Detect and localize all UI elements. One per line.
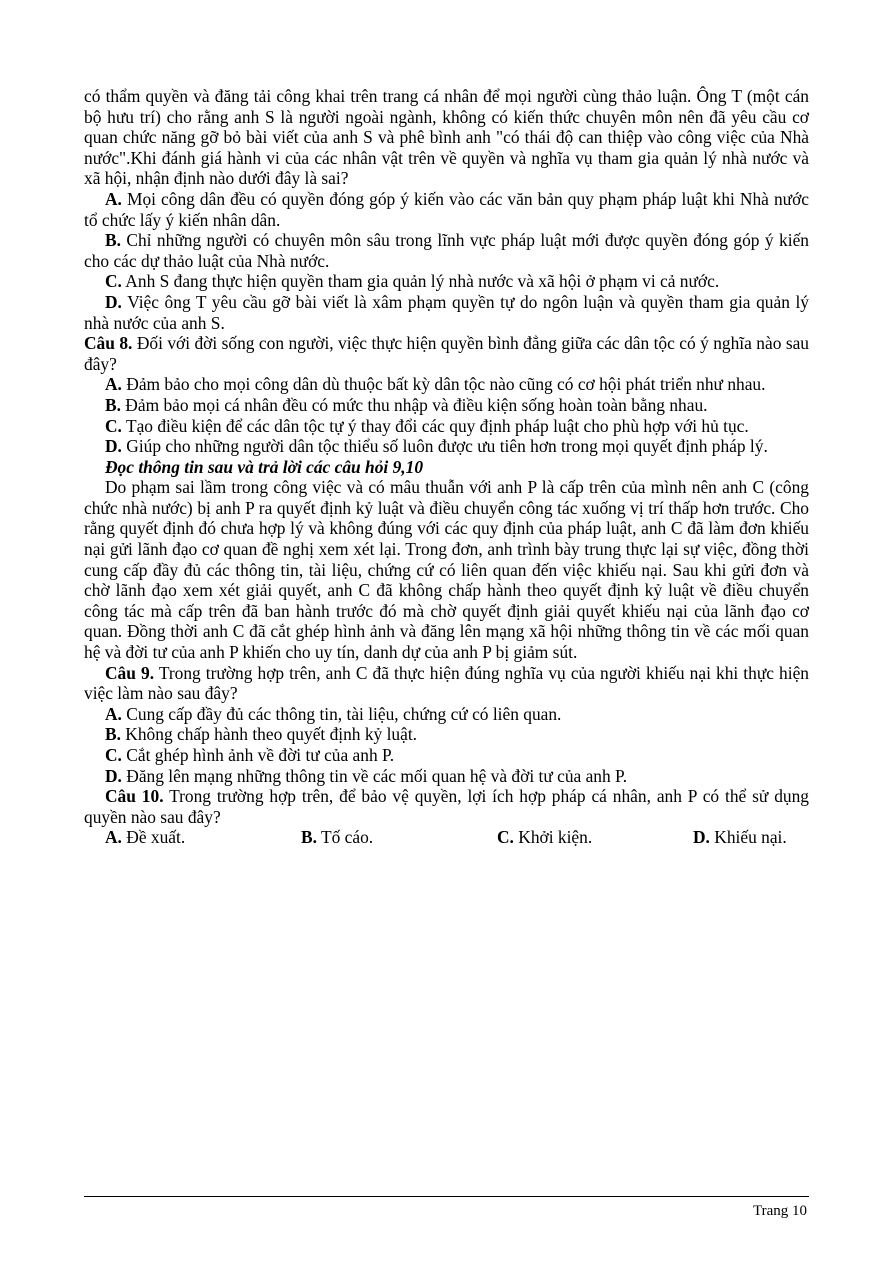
q8-option-b — [84, 395, 809, 416]
q9-option-d — [84, 766, 809, 787]
option-label: C. — [105, 415, 122, 436]
option-text: Chỉ những người có chuyên môn sâu trong lĩnh vực pháp luật mới được quyền đóng góp ý kiến cho các dự thảo luật của Nhà nước. — [84, 230, 809, 271]
option-label: C. — [497, 827, 514, 848]
question-text: Trong trường hợp trên, anh C đã thực hiện đúng nghĩa vụ của người khiếu nại khi thực hiện việc làm nào sau đây? — [84, 662, 809, 704]
q8-option-c — [84, 416, 809, 437]
q8-option-a — [84, 374, 809, 395]
option-label: D. — [105, 291, 122, 312]
option-label: C. — [105, 745, 122, 765]
document-body — [84, 86, 809, 848]
option-text: Tố cáo. — [316, 827, 374, 848]
reading-heading: Đọc thông tin sau và trả lời các câu hỏi 9,10 — [105, 456, 424, 477]
option-text: Cung cấp đầy đủ các thông tin, tài liệu, chứng cứ có liên quan. — [121, 703, 562, 724]
q10-option-c — [497, 827, 693, 848]
option-text: Tạo điều kiện để các dân tộc tự ý thay đổi các quy định pháp luật cho phù hợp với hủ tục. — [121, 415, 749, 436]
option-text: Đề xuất. — [121, 827, 186, 848]
q10-option-a — [105, 827, 301, 848]
option-label: D. — [693, 827, 710, 848]
reading-passage: Do phạm sai lầm trong công việc và có mâu thuẫn với anh P là cấp trên của mình nên anh C (công chức nhà nước) bị anh P ra quyết định kỷ luật và điều chuyển công tác xuống vị trí thấp hơn trước. Cho rằng quyết định đó chưa hợp lý và không đúng với các quy định của pháp luật, anh C đã làm đơn khiếu nại gửi lãnh đạo cơ quan đề nghị xem xét lại. Trong đơn, anh trình bày trung thực lại sự việc, đồng thời cung cấp đầy đủ các thông tin, tài liệu, chứng cứ có liên quan đến việc khiếu nại. Sau khi gửi đơn và chờ lãnh đạo xem xét giải quyết, anh C đã không chấp hành theo quyết định kỷ luật về điều chuyển công tác mà cấp trên đã ban hành trước đó mà chờ quyết định giải quyết khiếu nại của lãnh đạo cơ quan. Đồng thời anh C đã cắt ghép hình ảnh và đăng lên mạng xã hội những thông tin về các mối quan hệ và đời tư của anh P khiến cho uy tín, danh dự của anh P bị giảm sút. — [84, 477, 809, 663]
page-number: Trang 10 — [752, 1203, 807, 1219]
option-label: C. — [105, 271, 122, 292]
option-label: B. — [105, 394, 121, 415]
option-label: A. — [105, 703, 122, 724]
question-8 — [84, 333, 809, 374]
footer-divider — [84, 1196, 809, 1197]
option-label: B. — [301, 827, 317, 848]
question-text: Đối với đời sống con người, việc thực hiện quyền bình đẳng giữa các dân tộc có ý nghĩa nào sau đây? — [84, 333, 809, 374]
option-text: Mọi công dân đều có quyền đóng góp ý kiến vào các văn bản quy phạm pháp luật khi Nhà nước tổ chức lấy ý kiến nhân dân. — [84, 188, 809, 230]
question-label: Câu 8. — [84, 333, 133, 354]
option-text: Khởi kiện. — [513, 827, 593, 848]
intro-paragraph: có thẩm quyền và đăng tải công khai trên trang cá nhân để mọi người cùng thảo luận. Ông T (một cán bộ hưu trí) cho rằng anh S là người ngoài ngành, không có kiến thức chuyên môn nên đã yêu cầu cơ quan chức năng gỡ bỏ bài viết của anh S và phê bình anh "có thái độ can thiệp vào công việc của Nhà nước".Khi đánh giá hành vi của các nhân vật trên về quyền và nghĩa vụ tham gia quản lý nhà nước và xã hội, nhận định nào dưới đây là sai? — [84, 86, 809, 189]
option-text: Đảm bảo mọi cá nhân đều có mức thu nhập và điều kiện sống hoàn toàn bằng nhau. — [120, 394, 708, 415]
option-text: Giúp cho những người dân tộc thiểu số luôn được ưu tiên hơn trong mọi quyết định pháp lý. — [121, 436, 768, 457]
q10-option-b — [301, 827, 497, 848]
option-label: A. — [105, 188, 122, 209]
option-label: D. — [105, 436, 122, 457]
option-label: A. — [105, 374, 122, 395]
option-text: Đăng lên mạng những thông tin về các mối quan hệ và đời tư của anh P. — [121, 765, 628, 786]
option-text: Anh S đang thực hiện quyền tham gia quản lý nhà nước và xã hội ở phạm vi cả nước. — [121, 271, 720, 292]
q10-option-d — [693, 827, 809, 848]
question-9 — [84, 663, 809, 704]
q9-option-b — [84, 724, 809, 745]
option-text: Đảm bảo cho mọi công dân dù thuộc bất kỳ dân tộc nào cũng có cơ hội phát triển như nhau. — [121, 374, 766, 395]
option-label: D. — [105, 765, 122, 786]
intro-option-a — [84, 189, 809, 230]
question-label: Câu 9. — [105, 662, 155, 683]
option-text: Việc ông T yêu cầu gỡ bài viết là xâm phạm quyền tự do ngôn luận và quyền tham gia quản lý nhà nước của anh S. — [84, 291, 809, 333]
option-label: B. — [105, 724, 121, 745]
option-text: Khiếu nại. — [709, 827, 787, 848]
q9-option-c — [84, 745, 809, 766]
intro-option-b — [84, 230, 809, 271]
option-text: Cắt ghép hình ảnh về đời tư của anh P. — [121, 745, 395, 765]
option-text: Không chấp hành theo quyết định kỷ luật. — [120, 724, 418, 745]
question-10 — [84, 786, 809, 827]
option-label: B. — [105, 230, 121, 251]
q8-option-d — [84, 436, 809, 457]
question-label: Câu 10. — [105, 786, 164, 807]
intro-option-c — [84, 271, 809, 292]
question-text: Trong trường hợp trên, để bảo vệ quyền, lợi ích hợp pháp cá nhân, anh P có thể sử dụng quyền nào sau đây? — [84, 786, 809, 827]
q10-options-row — [84, 827, 809, 848]
q9-option-a — [84, 704, 809, 725]
option-label: A. — [105, 827, 122, 848]
intro-option-d — [84, 292, 809, 333]
